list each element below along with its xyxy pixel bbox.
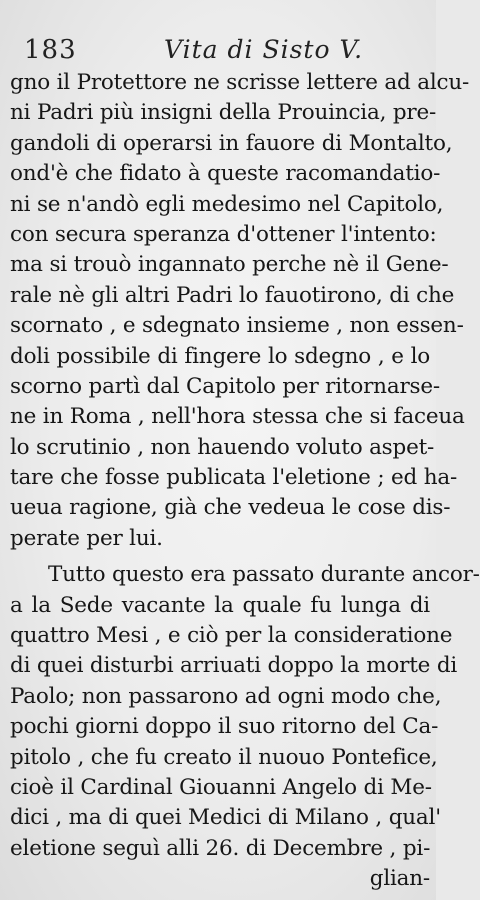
text-line: ueua ragione, già che vedeua le cose dis- bbox=[10, 495, 451, 521]
text-line: perate per lui. bbox=[10, 525, 163, 551]
text-line: eletione seguì alli 26. di Decembre , pi- bbox=[10, 835, 431, 861]
text-line: scorno partì dal Capitolo per ritornarse- bbox=[10, 373, 440, 399]
text-line: ma si trouò ingannato perche nè il Gene- bbox=[10, 252, 449, 278]
text-line: ni Padri più insigni della Prouincia, pre- bbox=[10, 100, 437, 126]
catchword: glian- bbox=[369, 866, 430, 892]
text-line: ne in Roma , nell'hora stessa che si faceua bbox=[10, 404, 465, 430]
text-line: ni se n'andò egli medesimo nel Capitolo, bbox=[10, 191, 444, 217]
body-text bbox=[10, 68, 480, 895]
text-line: doli possibile di fingere lo sdegno , e lo bbox=[10, 343, 430, 369]
text-line: Paolo; non passarono ad ogni modo che, bbox=[10, 683, 442, 709]
text-line: pochi giorni doppo il suo ritorno del Ca- bbox=[10, 714, 439, 740]
text-line: pitolo , che fu creato il nuouo Pontefice, bbox=[10, 744, 438, 770]
text-line: quattro Mesi , e ciò per la consideratione bbox=[10, 623, 453, 649]
text-line: gno il Protettore ne scrisse lettere ad alcu- bbox=[10, 70, 470, 95]
text-line: Tutto questo era passato durante ancor- bbox=[48, 562, 480, 588]
paragraph bbox=[10, 68, 470, 554]
text-line: a la Sede vacante la quale fu lunga di bbox=[10, 592, 430, 618]
text-line: cioè il Cardinal Giouanni Angelo di Me- bbox=[10, 774, 432, 800]
page-number: 183 bbox=[24, 35, 77, 65]
page-header bbox=[24, 34, 416, 70]
text-line: gandoli di operarsi in fauore di Montalto, bbox=[10, 130, 453, 156]
text-line: lo scrutinio , non hauendo voluto aspet- bbox=[10, 434, 435, 460]
text-line: di quei disturbi arriuati doppo la morte di bbox=[10, 653, 458, 679]
text-line: ond'è che fidato à queste racomandatio- bbox=[10, 161, 441, 187]
running-head: Vita di Sisto V. bbox=[164, 35, 364, 64]
paragraph bbox=[10, 560, 480, 894]
text-line: scornato , e sdegnato insieme , non essen- bbox=[10, 313, 464, 339]
text-line: rale nè gli altri Padri lo fauotirono, di che bbox=[10, 282, 455, 308]
text-line: dici , ma di quei Medici di Milano , qual' bbox=[10, 805, 441, 831]
text-line: con secura speranza d'ottener l'intento: bbox=[10, 221, 437, 247]
text-line: tare che fosse publicata l'eletione ; ed ha- bbox=[10, 465, 458, 491]
